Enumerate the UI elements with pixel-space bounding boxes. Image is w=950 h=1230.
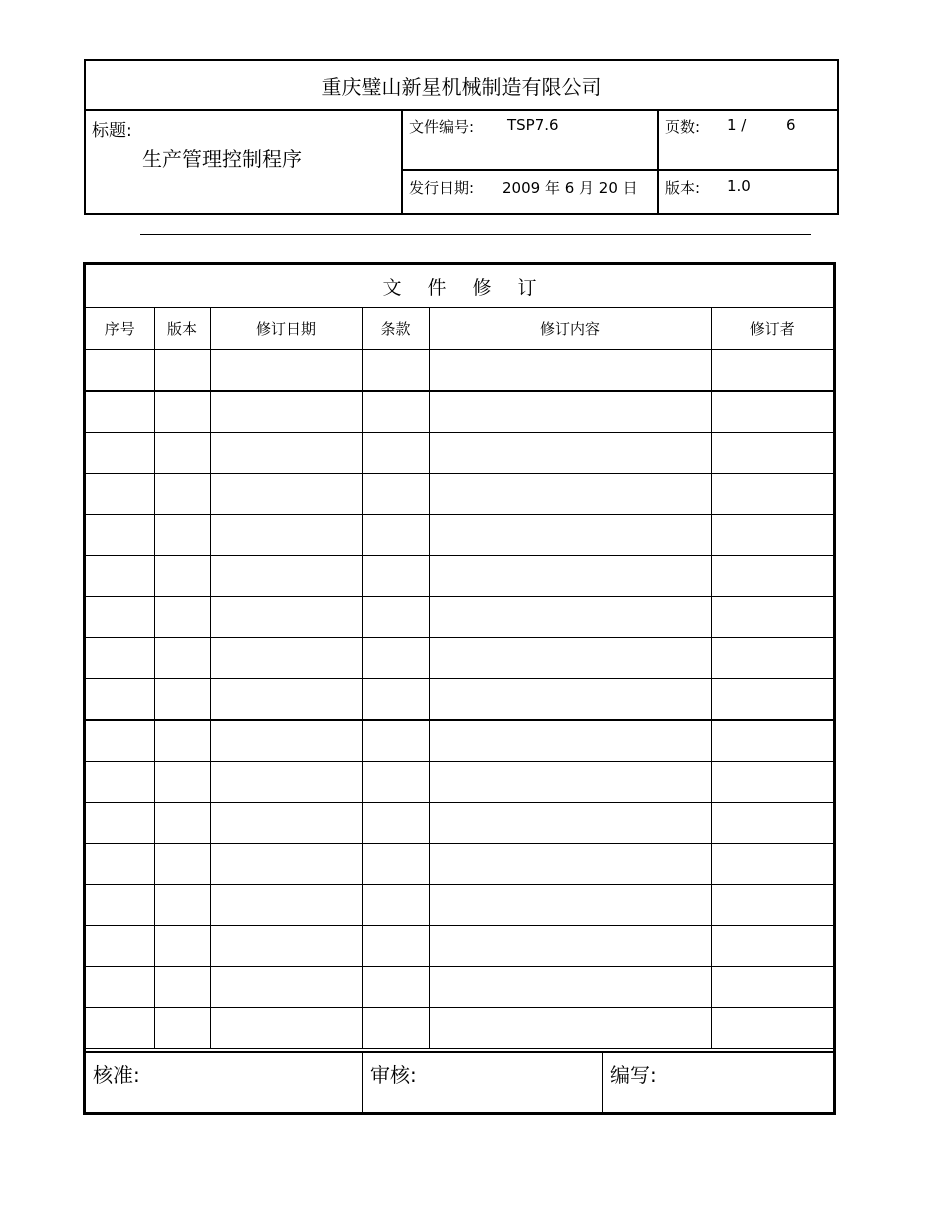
table-cell[interactable]	[711, 679, 833, 721]
revision-table	[83, 262, 836, 1115]
approve-label: 核准:	[93, 1063, 140, 1087]
page-current: 1 /	[727, 116, 747, 134]
document-header	[84, 59, 839, 215]
prepare-label: 编写:	[610, 1063, 657, 1087]
table-row	[86, 556, 833, 597]
table-cell[interactable]	[362, 391, 429, 433]
table-cell[interactable]	[429, 803, 711, 844]
table-cell[interactable]	[429, 967, 711, 1008]
table-cell[interactable]	[711, 515, 833, 556]
header-divider	[402, 169, 837, 171]
table-row	[86, 926, 833, 967]
table-row	[86, 350, 833, 392]
table-cell[interactable]	[154, 967, 210, 1008]
table-cell[interactable]	[210, 515, 362, 556]
table-cell[interactable]	[154, 638, 210, 679]
table-cell[interactable]	[86, 762, 154, 803]
table-cell[interactable]	[154, 885, 210, 926]
table-cell[interactable]	[154, 1008, 210, 1049]
col-header-clause: 条款	[362, 308, 429, 350]
table-cell[interactable]	[362, 597, 429, 638]
pages-label: 页数:	[665, 118, 701, 136]
table-cell[interactable]	[86, 391, 154, 433]
table-cell[interactable]	[711, 885, 833, 926]
table-cell[interactable]	[154, 474, 210, 515]
table-cell[interactable]	[711, 391, 833, 433]
table-cell[interactable]	[210, 885, 362, 926]
table-cell[interactable]	[711, 638, 833, 679]
table-cell[interactable]	[210, 720, 362, 762]
table-cell[interactable]	[86, 967, 154, 1008]
table-cell[interactable]	[711, 350, 833, 392]
page-total: 6	[786, 116, 796, 134]
table-cell[interactable]	[362, 556, 429, 597]
table-cell[interactable]	[429, 720, 711, 762]
table-cell[interactable]	[362, 638, 429, 679]
doc-number-label: 文件编号:	[409, 118, 475, 136]
document-title: 生产管理控制程序	[142, 147, 302, 171]
table-cell[interactable]	[362, 1008, 429, 1049]
table-cell[interactable]	[210, 433, 362, 474]
table-cell[interactable]	[711, 926, 833, 967]
table-cell[interactable]	[362, 885, 429, 926]
table-cell[interactable]	[154, 926, 210, 967]
table-cell[interactable]	[86, 350, 154, 392]
table-cell[interactable]	[210, 967, 362, 1008]
table-cell[interactable]	[362, 433, 429, 474]
issue-date-label: 发行日期:	[409, 179, 475, 197]
table-cell[interactable]	[362, 679, 429, 721]
table-cell[interactable]	[429, 597, 711, 638]
table-cell[interactable]	[86, 803, 154, 844]
table-cell[interactable]	[86, 926, 154, 967]
table-cell[interactable]	[210, 391, 362, 433]
table-row	[86, 474, 833, 515]
table-cell[interactable]	[362, 720, 429, 762]
table-cell[interactable]	[711, 1008, 833, 1049]
table-row	[86, 391, 833, 433]
table-cell[interactable]	[362, 844, 429, 885]
table-cell[interactable]	[429, 679, 711, 721]
table-cell[interactable]	[362, 967, 429, 1008]
separator-line	[140, 234, 811, 235]
table-row	[86, 515, 833, 556]
table-cell[interactable]	[154, 803, 210, 844]
table-cell[interactable]	[86, 433, 154, 474]
company-name: 重庆璧山新星机械制造有限公司	[86, 61, 837, 111]
version-label: 版本:	[665, 179, 701, 197]
version-value: 1.0	[727, 177, 751, 195]
signature-row	[86, 1051, 833, 1112]
table-cell[interactable]	[711, 844, 833, 885]
table-row	[86, 844, 833, 885]
table-cell[interactable]	[429, 391, 711, 433]
table-cell[interactable]	[86, 720, 154, 762]
table-row	[86, 720, 833, 762]
table-cell[interactable]	[429, 762, 711, 803]
table-cell[interactable]	[154, 556, 210, 597]
table-cell[interactable]	[711, 433, 833, 474]
table-cell[interactable]	[210, 597, 362, 638]
table-cell[interactable]	[154, 844, 210, 885]
table-cell[interactable]	[154, 597, 210, 638]
table-cell[interactable]	[429, 515, 711, 556]
table-row	[86, 1008, 833, 1049]
table-cell[interactable]	[429, 844, 711, 885]
table-row	[86, 433, 833, 474]
prepare-cell[interactable]	[603, 1053, 833, 1112]
table-cell[interactable]	[210, 556, 362, 597]
col-header-version: 版本	[154, 308, 210, 350]
revision-header-row	[86, 308, 833, 350]
table-cell[interactable]	[210, 350, 362, 392]
table-cell[interactable]	[429, 926, 711, 967]
table-cell[interactable]	[711, 762, 833, 803]
table-cell[interactable]	[429, 433, 711, 474]
table-cell[interactable]	[711, 556, 833, 597]
table-cell[interactable]	[362, 515, 429, 556]
revision-grid	[86, 308, 833, 1049]
header-divider	[401, 111, 403, 213]
table-cell[interactable]	[86, 1008, 154, 1049]
table-cell[interactable]	[210, 844, 362, 885]
title-label: 标题:	[92, 121, 132, 141]
table-cell[interactable]	[86, 638, 154, 679]
table-cell[interactable]	[711, 967, 833, 1008]
table-row	[86, 638, 833, 679]
table-cell[interactable]	[154, 762, 210, 803]
table-cell[interactable]	[210, 762, 362, 803]
table-cell[interactable]	[86, 556, 154, 597]
table-row	[86, 885, 833, 926]
table-cell[interactable]	[86, 844, 154, 885]
table-cell[interactable]	[429, 556, 711, 597]
table-cell[interactable]	[210, 638, 362, 679]
col-header-reviser: 修订者	[711, 308, 833, 350]
doc-number: TSP7.6	[507, 116, 559, 134]
table-cell[interactable]	[429, 885, 711, 926]
table-cell[interactable]	[429, 474, 711, 515]
table-row	[86, 679, 833, 721]
issue-date: 2009 年 6 月 20 日	[502, 179, 638, 197]
table-cell[interactable]	[210, 803, 362, 844]
table-cell[interactable]	[711, 597, 833, 638]
table-row	[86, 803, 833, 844]
table-cell[interactable]	[86, 679, 154, 721]
table-cell[interactable]	[210, 679, 362, 721]
table-row	[86, 597, 833, 638]
review-label: 审核:	[370, 1063, 417, 1087]
col-header-date: 修订日期	[210, 308, 362, 350]
table-cell[interactable]	[362, 762, 429, 803]
table-cell[interactable]	[210, 474, 362, 515]
table-cell[interactable]	[86, 515, 154, 556]
table-cell[interactable]	[210, 1008, 362, 1049]
table-cell[interactable]	[711, 474, 833, 515]
table-cell[interactable]	[711, 803, 833, 844]
header-divider	[657, 111, 659, 213]
table-row	[86, 967, 833, 1008]
table-cell[interactable]	[154, 679, 210, 721]
table-cell[interactable]	[86, 885, 154, 926]
table-cell[interactable]	[154, 720, 210, 762]
table-row	[86, 762, 833, 803]
col-header-content: 修订内容	[429, 308, 711, 350]
table-cell[interactable]	[711, 720, 833, 762]
table-cell[interactable]	[362, 474, 429, 515]
table-cell[interactable]	[429, 638, 711, 679]
table-cell[interactable]	[362, 803, 429, 844]
col-header-seq: 序号	[86, 308, 154, 350]
table-cell[interactable]	[154, 433, 210, 474]
revision-table-caption: 文件修订	[86, 265, 833, 308]
table-cell[interactable]	[154, 391, 210, 433]
table-cell[interactable]	[362, 350, 429, 392]
review-cell[interactable]	[363, 1053, 603, 1112]
table-cell[interactable]	[86, 474, 154, 515]
table-cell[interactable]	[210, 926, 362, 967]
approve-cell[interactable]	[86, 1053, 363, 1112]
table-cell[interactable]	[429, 1008, 711, 1049]
table-cell[interactable]	[429, 350, 711, 392]
table-cell[interactable]	[86, 597, 154, 638]
table-cell[interactable]	[362, 926, 429, 967]
table-cell[interactable]	[154, 515, 210, 556]
table-cell[interactable]	[154, 350, 210, 392]
